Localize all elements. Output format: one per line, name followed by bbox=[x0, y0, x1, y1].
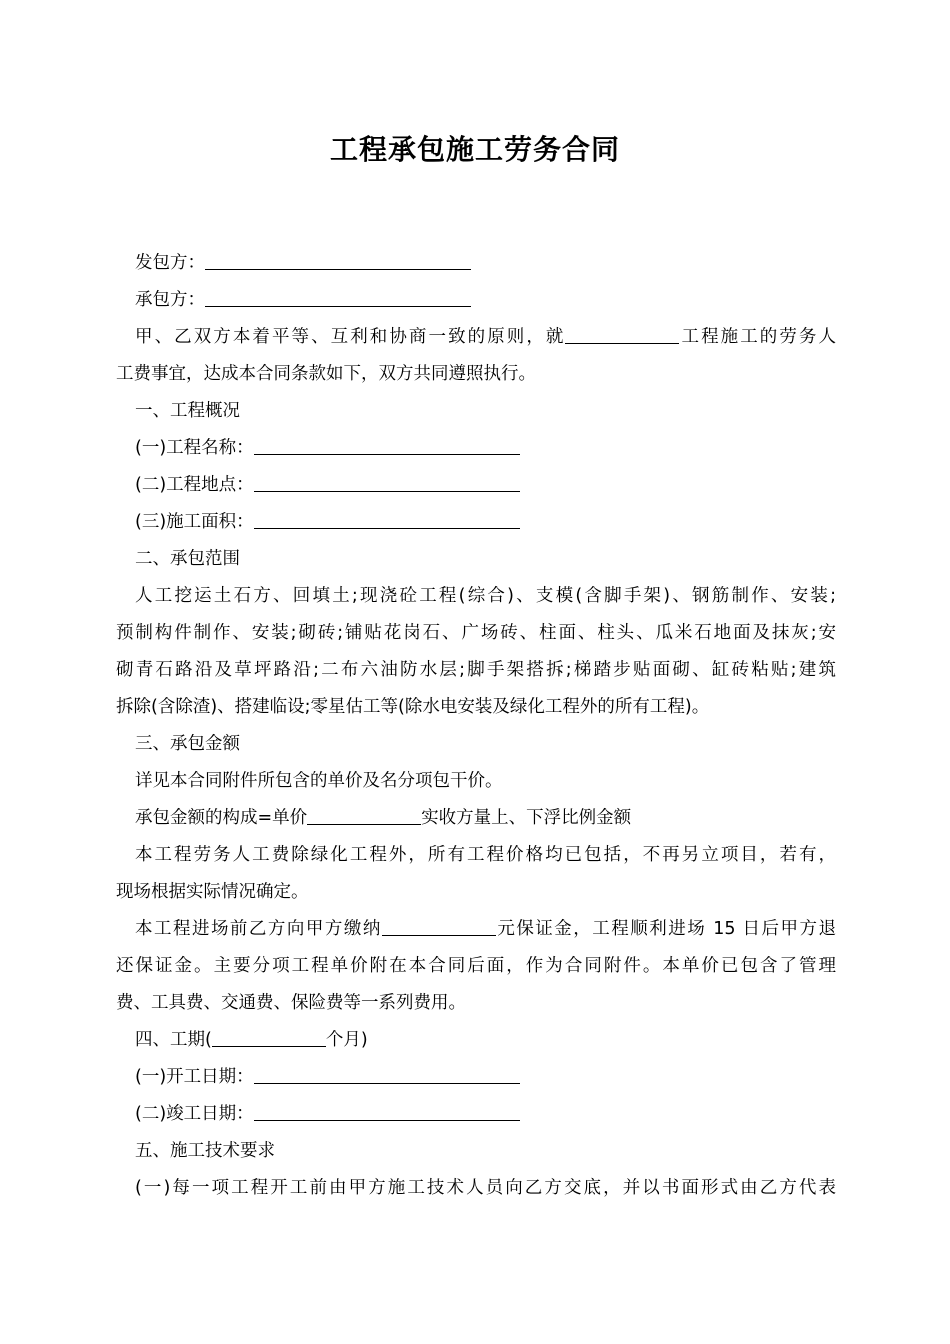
line-sec-3 bbox=[116, 726, 836, 763]
line-text: 人工挖运土石方、回填土;现浇砼工程(综合)、支模(含脚手架)、钢筋制作、安装; bbox=[135, 586, 836, 606]
line-start-date bbox=[116, 1059, 836, 1096]
line-text: 现场根据实际情况确定。 bbox=[116, 882, 309, 902]
line-text: 四、工期( bbox=[135, 1030, 212, 1050]
line-text: (一)每一项工程开工前由甲方施工技术人员向乙方交底，并以书面形式由乙方代表 bbox=[135, 1178, 836, 1198]
document-body bbox=[116, 245, 836, 1207]
line-text-after: 实收方量上、下浮比例金额 bbox=[421, 808, 632, 828]
line-intro-2 bbox=[116, 356, 836, 393]
line-sec-5 bbox=[116, 1133, 836, 1170]
line-text: 甲、乙双方本着平等、互利和协商一致的原则，就 bbox=[135, 327, 566, 347]
line-party-a bbox=[116, 245, 836, 282]
document-title: 工程承包施工劳务合同 bbox=[329, 133, 620, 166]
line-text: 发包方： bbox=[135, 253, 205, 273]
line-project-name bbox=[116, 430, 836, 467]
line-text: 五、施工技术要求 bbox=[135, 1141, 275, 1161]
line-text: (二)竣工日期： bbox=[135, 1104, 254, 1124]
line-sec-4 bbox=[116, 1022, 836, 1059]
line-sec-2 bbox=[116, 541, 836, 578]
line-text-after: 工程施工的劳务人 bbox=[679, 327, 837, 347]
fill-in-blank[interactable] bbox=[254, 1063, 520, 1084]
line-text-after: 元保证金，工程顺利进场 15 日后甲方退 bbox=[495, 919, 837, 939]
fill-in-blank[interactable] bbox=[565, 323, 679, 344]
line-text: 拆除(含除渣)、搭建临设;零星估工等(除水电安装及绿化工程外的所有工程)。 bbox=[116, 697, 710, 717]
line-text: 本工程进场前乙方向甲方缴纳 bbox=[135, 919, 382, 939]
line-text: 一、工程概况 bbox=[135, 401, 240, 421]
line-scope-1 bbox=[116, 578, 836, 615]
line-text: 还保证金。主要分项工程单价附在本合同后面，作为合同附件。本单价已包含了管理 bbox=[116, 956, 836, 976]
line-party-b bbox=[116, 282, 836, 319]
fill-in-blank[interactable] bbox=[254, 1100, 520, 1121]
line-text: 详见本合同附件所包含的单价及名分项包干价。 bbox=[135, 771, 503, 791]
fill-in-blank[interactable] bbox=[205, 286, 471, 307]
line-scope-4 bbox=[116, 689, 836, 726]
line-text: 预制构件制作、安装;砌砖;铺贴花岗石、广场砖、柱面、柱头、瓜米石地面及抹灰;安 bbox=[116, 623, 836, 643]
line-text: 二、承包范围 bbox=[135, 549, 240, 569]
fill-in-blank[interactable] bbox=[382, 915, 496, 936]
line-text: 费、工具费、交通费、保险费等一系列费用。 bbox=[116, 993, 466, 1013]
line-text: 本工程劳务人工费除绿化工程外，所有工程价格均已包括，不再另立项目，若有， bbox=[135, 845, 836, 865]
line-text: (二)工程地点： bbox=[135, 475, 254, 495]
fill-in-blank[interactable] bbox=[205, 249, 471, 270]
fill-in-blank[interactable] bbox=[254, 471, 520, 492]
line-text: 三、承包金额 bbox=[135, 734, 240, 754]
line-text: 砌青石路沿及草坪路沿;二布六油防水层;脚手架搭拆;梯踏步贴面砌、缸砖粘贴;建筑 bbox=[116, 660, 836, 680]
line-deposit-2 bbox=[116, 948, 836, 985]
fill-in-blank[interactable] bbox=[307, 804, 421, 825]
line-amount-4 bbox=[116, 874, 836, 911]
fill-in-blank[interactable] bbox=[254, 434, 520, 455]
line-sec-1 bbox=[116, 393, 836, 430]
line-text: (一)工程名称： bbox=[135, 438, 254, 458]
line-amount-1 bbox=[116, 763, 836, 800]
line-amount-3 bbox=[116, 837, 836, 874]
line-text-after: 个月) bbox=[325, 1030, 368, 1050]
line-end-date bbox=[116, 1096, 836, 1133]
fill-in-blank[interactable] bbox=[254, 508, 520, 529]
line-deposit-1 bbox=[116, 911, 836, 948]
line-text: 承包金额的构成=单价 bbox=[135, 808, 308, 828]
line-amount-2 bbox=[116, 800, 836, 837]
line-project-area bbox=[116, 504, 836, 541]
line-text: (三)施工面积： bbox=[135, 512, 254, 532]
line-deposit-3 bbox=[116, 985, 836, 1022]
fill-in-blank[interactable] bbox=[212, 1026, 326, 1047]
line-text: 工费事宜，达成本合同条款如下，双方共同遵照执行。 bbox=[116, 364, 536, 384]
line-scope-3 bbox=[116, 652, 836, 689]
line-intro-1 bbox=[116, 319, 836, 356]
line-project-location bbox=[116, 467, 836, 504]
line-tech-1 bbox=[116, 1170, 836, 1207]
line-text: (一)开工日期： bbox=[135, 1067, 254, 1087]
line-text: 承包方： bbox=[135, 290, 205, 310]
line-scope-2 bbox=[116, 615, 836, 652]
